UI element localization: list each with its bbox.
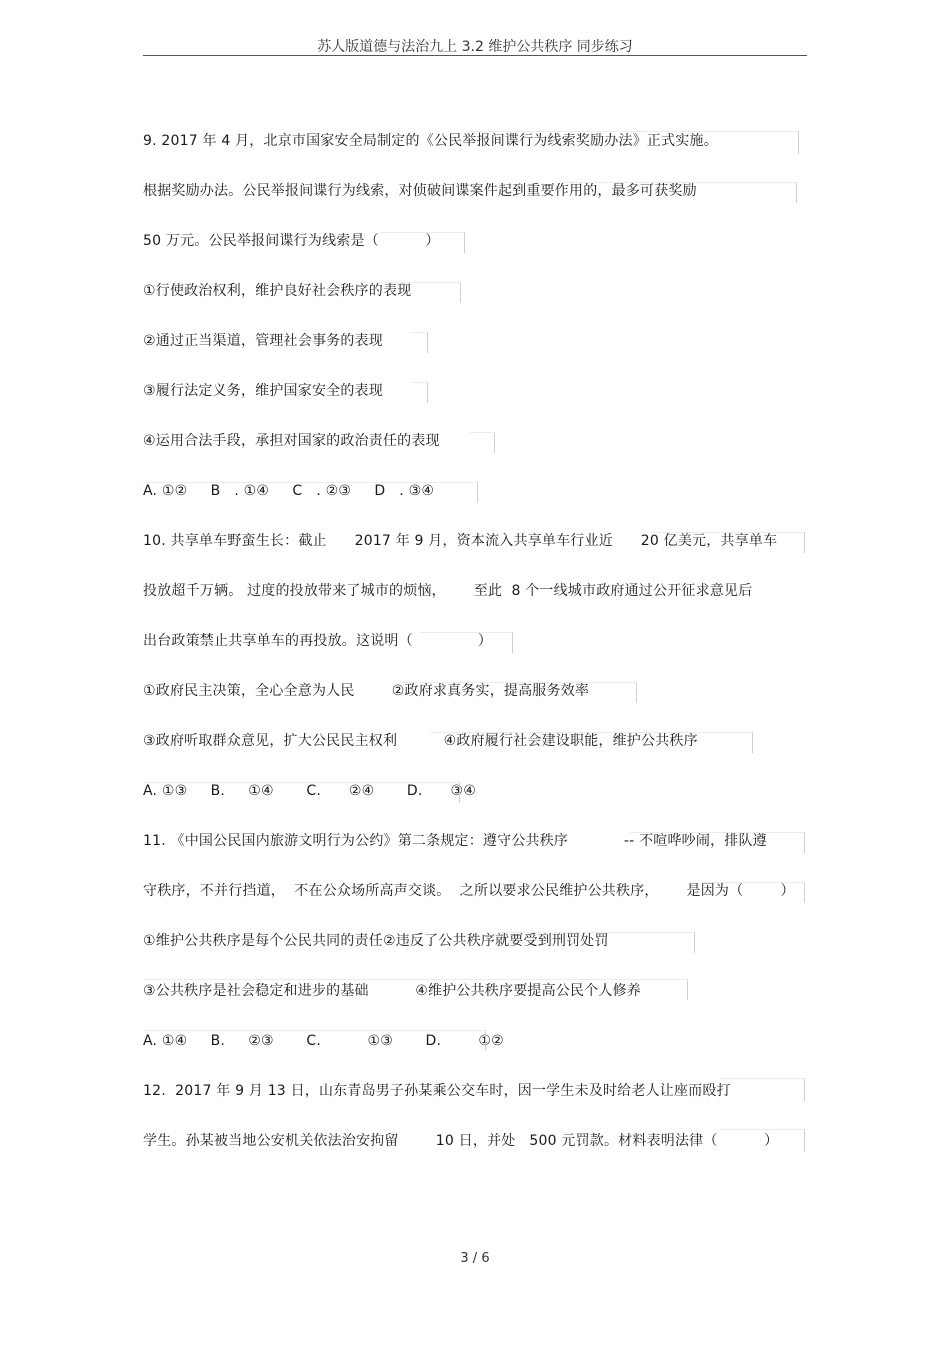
q11-line-2: 守秩序，不并行挡道， 不在公众场所高声交谈。 之所以要求公民维护公共秩序， 是因为（ ） [143,883,795,899]
q9-line-3: 50 万元。公民举报间谍行为线索是（ ） [143,233,440,249]
q12-line-1: 12. 2017 年 9 月 13 日，山东青岛男子孙某乘公交车时，因一学生未及时给老人让座而殴打 [143,1083,731,1099]
text-box-outline [560,182,797,203]
q11-answers: A. ①④ B. ②③ C. ①③ D. ①② [143,1033,504,1049]
text-box-outline [430,732,753,753]
q10-line-3: 出台政策禁止共享单车的再投放。这说明（ ） [143,633,493,649]
q9-option-4: ④运用合法手段，承担对国家的政治责任的表现 [143,433,440,449]
text-box-outline [650,532,805,553]
header-rule [143,55,807,56]
text-box-outline [380,282,461,303]
text-box-outline [630,832,805,853]
q9-option-3: ③履行法定义务，维护国家安全的表现 [143,383,383,399]
q10-line-1: 10. 共享单车野蛮生长：截止 2017 年 9 月，资本流入共享单车行业近 20 亿美元，共享单车 [143,533,778,549]
text-box-outline [468,131,799,154]
q11-line-1: 11. 《中国公民国内旅游文明行为公约》第二条规定：遵守公共秩序 -- 不喧哗吵闹，排队遵 [143,833,767,849]
text-box-outline [380,232,465,253]
q10-answers: A. ①③ B. ①④ C. ②④ D. ③④ [143,783,476,799]
q9-line-1: 9. 2017 年 4 月，北京市国家安全局制定的《公民举报间谍行为线索奖励办法》正式实施。 [143,133,718,149]
q9-option-2: ②通过正当渠道，管理社会事务的表现 [143,333,383,349]
q9-line-2: 根据奖励办法。公民举报间谍行为线索，对侦破间谍案件起到重要作用的，最多可获奖励 [143,183,697,199]
text-box-outline [500,932,695,953]
text-box-outline [143,1030,486,1051]
text-box-outline [470,432,495,453]
text-box-outline [410,332,428,353]
text-box-outline [143,482,478,503]
text-box-outline [143,979,688,1000]
page-number: 3 / 6 [460,1251,490,1266]
q10-options-3-4: ③政府听取群众意见，扩大公民民主权利 ④政府履行社会建设职能，维护公共秩序 [143,733,698,749]
text-box-outline [400,682,637,703]
page-header: 苏人版道德与法治九上 3.2 维护公共秩序 同步练习 [317,39,633,55]
text-box-outline [720,1078,805,1101]
q9-answers: A. ①② B . ①④ C . ②③ D . ③④ [143,483,435,499]
text-box-outline [720,1129,805,1152]
text-box-outline [700,882,805,903]
q12-line-2: 学生。孙某被当地公安机关依法治安拘留 10 日，并处 500 元罚款。材料表明法律（ ） [143,1133,779,1149]
text-box-outline [143,782,460,803]
q11-options-3-4: ③公共秩序是社会稳定和进步的基础 ④维护公共秩序要提高公民个人修养 [143,983,642,999]
text-box-outline [410,382,428,403]
text-box-outline [420,632,513,653]
q9-option-1: ①行使政治权利，维护良好社会秩序的表现 [143,283,412,299]
q11-options-1-2: ①维护公共秩序是每个公民共同的责任②违反了公共秩序就要受到刑罚处罚 [143,933,609,949]
q10-options-1-2: ①政府民主决策，全心全意为人民 ②政府求真务实，提高服务效率 [143,683,590,699]
q10-line-2: 投放超千万辆。 过度的投放带来了城市的烦恼， 至此 8 个一线城市政府通过公开征求意见后 [143,583,753,599]
